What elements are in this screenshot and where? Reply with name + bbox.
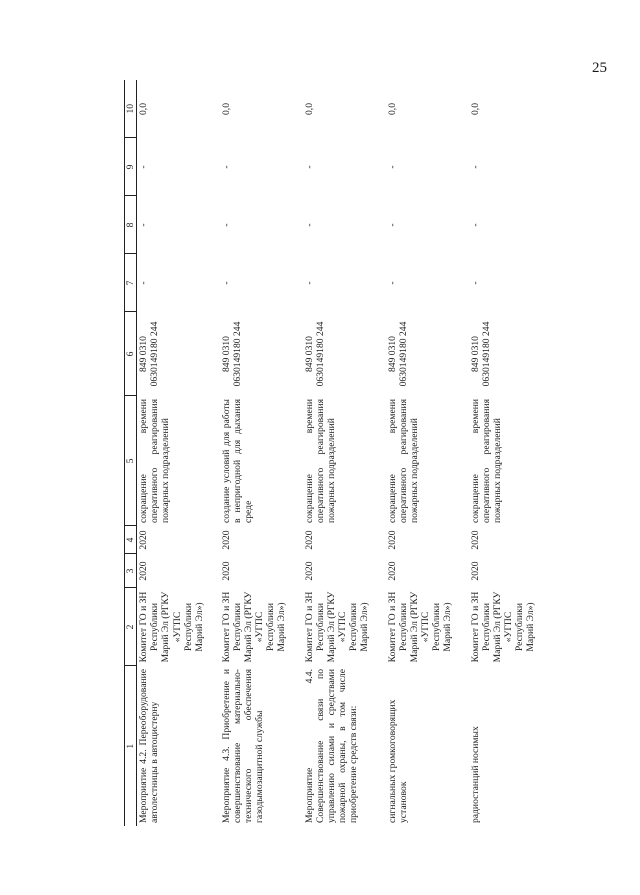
- column-header: 6: [125, 312, 137, 396]
- activity-name: Мероприятие 4.4. Совершенствование связи по управлению силами и средствами пожарной охраны, в том числе приобретение средств связи:: [303, 669, 360, 823]
- expected-result: сокращение времени оперативного реагирования пожарных подразделений: [469, 399, 503, 523]
- budget-code: [220, 312, 303, 396]
- column-header: 7: [125, 254, 137, 312]
- activity-name: радиостанций носимых: [469, 726, 481, 823]
- rotated-table-container: [124, 80, 640, 826]
- budget-code-line-1: 849 0310: [303, 336, 315, 372]
- activity-name: [386, 666, 469, 826]
- end-year: 2020: [220, 530, 232, 550]
- budget-code-line-2: 0630149180 244: [397, 321, 409, 387]
- executor: Комитет ГО и ЗН Республики Марий Эл (РГКУ «УГПС Республики Марий Эл»): [303, 591, 371, 663]
- budget-code-line-1: 849 0310: [469, 336, 481, 372]
- budget-code: [303, 312, 386, 396]
- end-year: 2020: [469, 530, 481, 550]
- value-col-8: -: [303, 223, 315, 227]
- executor: Комитет ГО и ЗН Республики Марий Эл (РГКУ «УГПС Республики Марий Эл»): [220, 591, 288, 663]
- table-row: [220, 80, 303, 826]
- budget-code: [469, 312, 552, 396]
- executor: Комитет ГО и ЗН Республики Марий Эл (РГКУ «УГПС Республики Марий Эл»): [469, 591, 537, 663]
- column-header: 9: [125, 138, 137, 196]
- value-col-9: -: [220, 165, 232, 169]
- executor: Комитет ГО и ЗН Республики Марий Эл (РГКУ «УГПС Республики Марий Эл»): [138, 591, 205, 663]
- value-col-9: -: [469, 165, 481, 169]
- value-col-8: -: [386, 223, 398, 227]
- budget-code-line-2: 0630149180 244: [231, 321, 243, 387]
- value-col-10: 0,0: [138, 103, 150, 115]
- expected-result: создание условий для работы в непригодной для дыхания среде: [220, 399, 254, 523]
- start-year: 2020: [138, 561, 150, 581]
- end-year: 2020: [303, 530, 315, 550]
- budget-code-line-2: 0630149180 244: [314, 321, 326, 387]
- value-col-8: -: [220, 223, 232, 227]
- value-col-9: -: [386, 165, 398, 169]
- activity-name-line-2: установок: [397, 781, 409, 823]
- activity-name-line-1: сигнальных громкоговорящих: [386, 699, 398, 823]
- value-col-8: -: [138, 223, 150, 227]
- column-header: 1: [125, 666, 137, 826]
- value-col-7: -: [386, 281, 398, 285]
- budget-code-line-2: 0630149180 244: [480, 321, 492, 387]
- executor: Комитет ГО и ЗН Республики Марий Эл (РГКУ «УГПС Республики Марий Эл»): [386, 591, 454, 663]
- table-row: [469, 80, 552, 826]
- table-row: [303, 80, 386, 826]
- expected-result: сокращение времени оперативного реагирования пожарных подразделений: [138, 399, 172, 523]
- table-row: [137, 80, 220, 826]
- column-header: 3: [125, 554, 137, 588]
- table-row: [386, 80, 469, 826]
- start-year: 2020: [469, 561, 481, 581]
- value-col-7: -: [138, 281, 150, 285]
- column-header: 8: [125, 196, 137, 254]
- column-header: 10: [125, 80, 137, 138]
- expected-result: сокращение времени оперативного реагирования пожарных подразделений: [303, 399, 337, 523]
- value-col-7: -: [303, 281, 315, 285]
- value-col-10: 0,0: [386, 103, 398, 115]
- end-year: 2020: [386, 530, 398, 550]
- end-year: 2020: [138, 530, 150, 550]
- budget-code-line-1: 849 0310: [220, 336, 232, 372]
- column-header: 4: [125, 526, 137, 554]
- start-year: 2020: [303, 561, 315, 581]
- start-year: 2020: [220, 561, 232, 581]
- activity-name: Мероприятие 4.2. Переоборудование автолестницы в автоцистерну: [138, 669, 161, 823]
- budget-code: [386, 312, 469, 396]
- activity-name: Мероприятие 4.3. Приобретение и совершенствование материально-технического обеспечения газодымозащитной службы: [220, 669, 265, 823]
- budget-code-line-1: 849 0310: [138, 336, 150, 372]
- value-col-7: -: [469, 281, 481, 285]
- start-year: 2020: [386, 561, 398, 581]
- value-col-7: -: [220, 281, 232, 285]
- value-col-10: 0,0: [303, 103, 315, 115]
- column-header: 2: [125, 588, 137, 666]
- column-number-row: [125, 80, 137, 826]
- budget-code: [137, 312, 220, 396]
- budget-code-line-2: 0630149180 244: [149, 321, 161, 387]
- value-col-8: -: [469, 223, 481, 227]
- program-activities-table: [124, 80, 552, 826]
- expected-result: сокращение времени оперативного реагирования пожарных подразделений: [386, 399, 420, 523]
- value-col-10: 0,0: [469, 103, 481, 115]
- value-col-9: -: [138, 165, 150, 169]
- page-number: 25: [592, 60, 607, 76]
- value-col-9: -: [303, 165, 315, 169]
- budget-code-line-1: 849 0310: [386, 336, 398, 372]
- value-col-10: 0,0: [220, 103, 232, 115]
- column-header: 5: [125, 396, 137, 526]
